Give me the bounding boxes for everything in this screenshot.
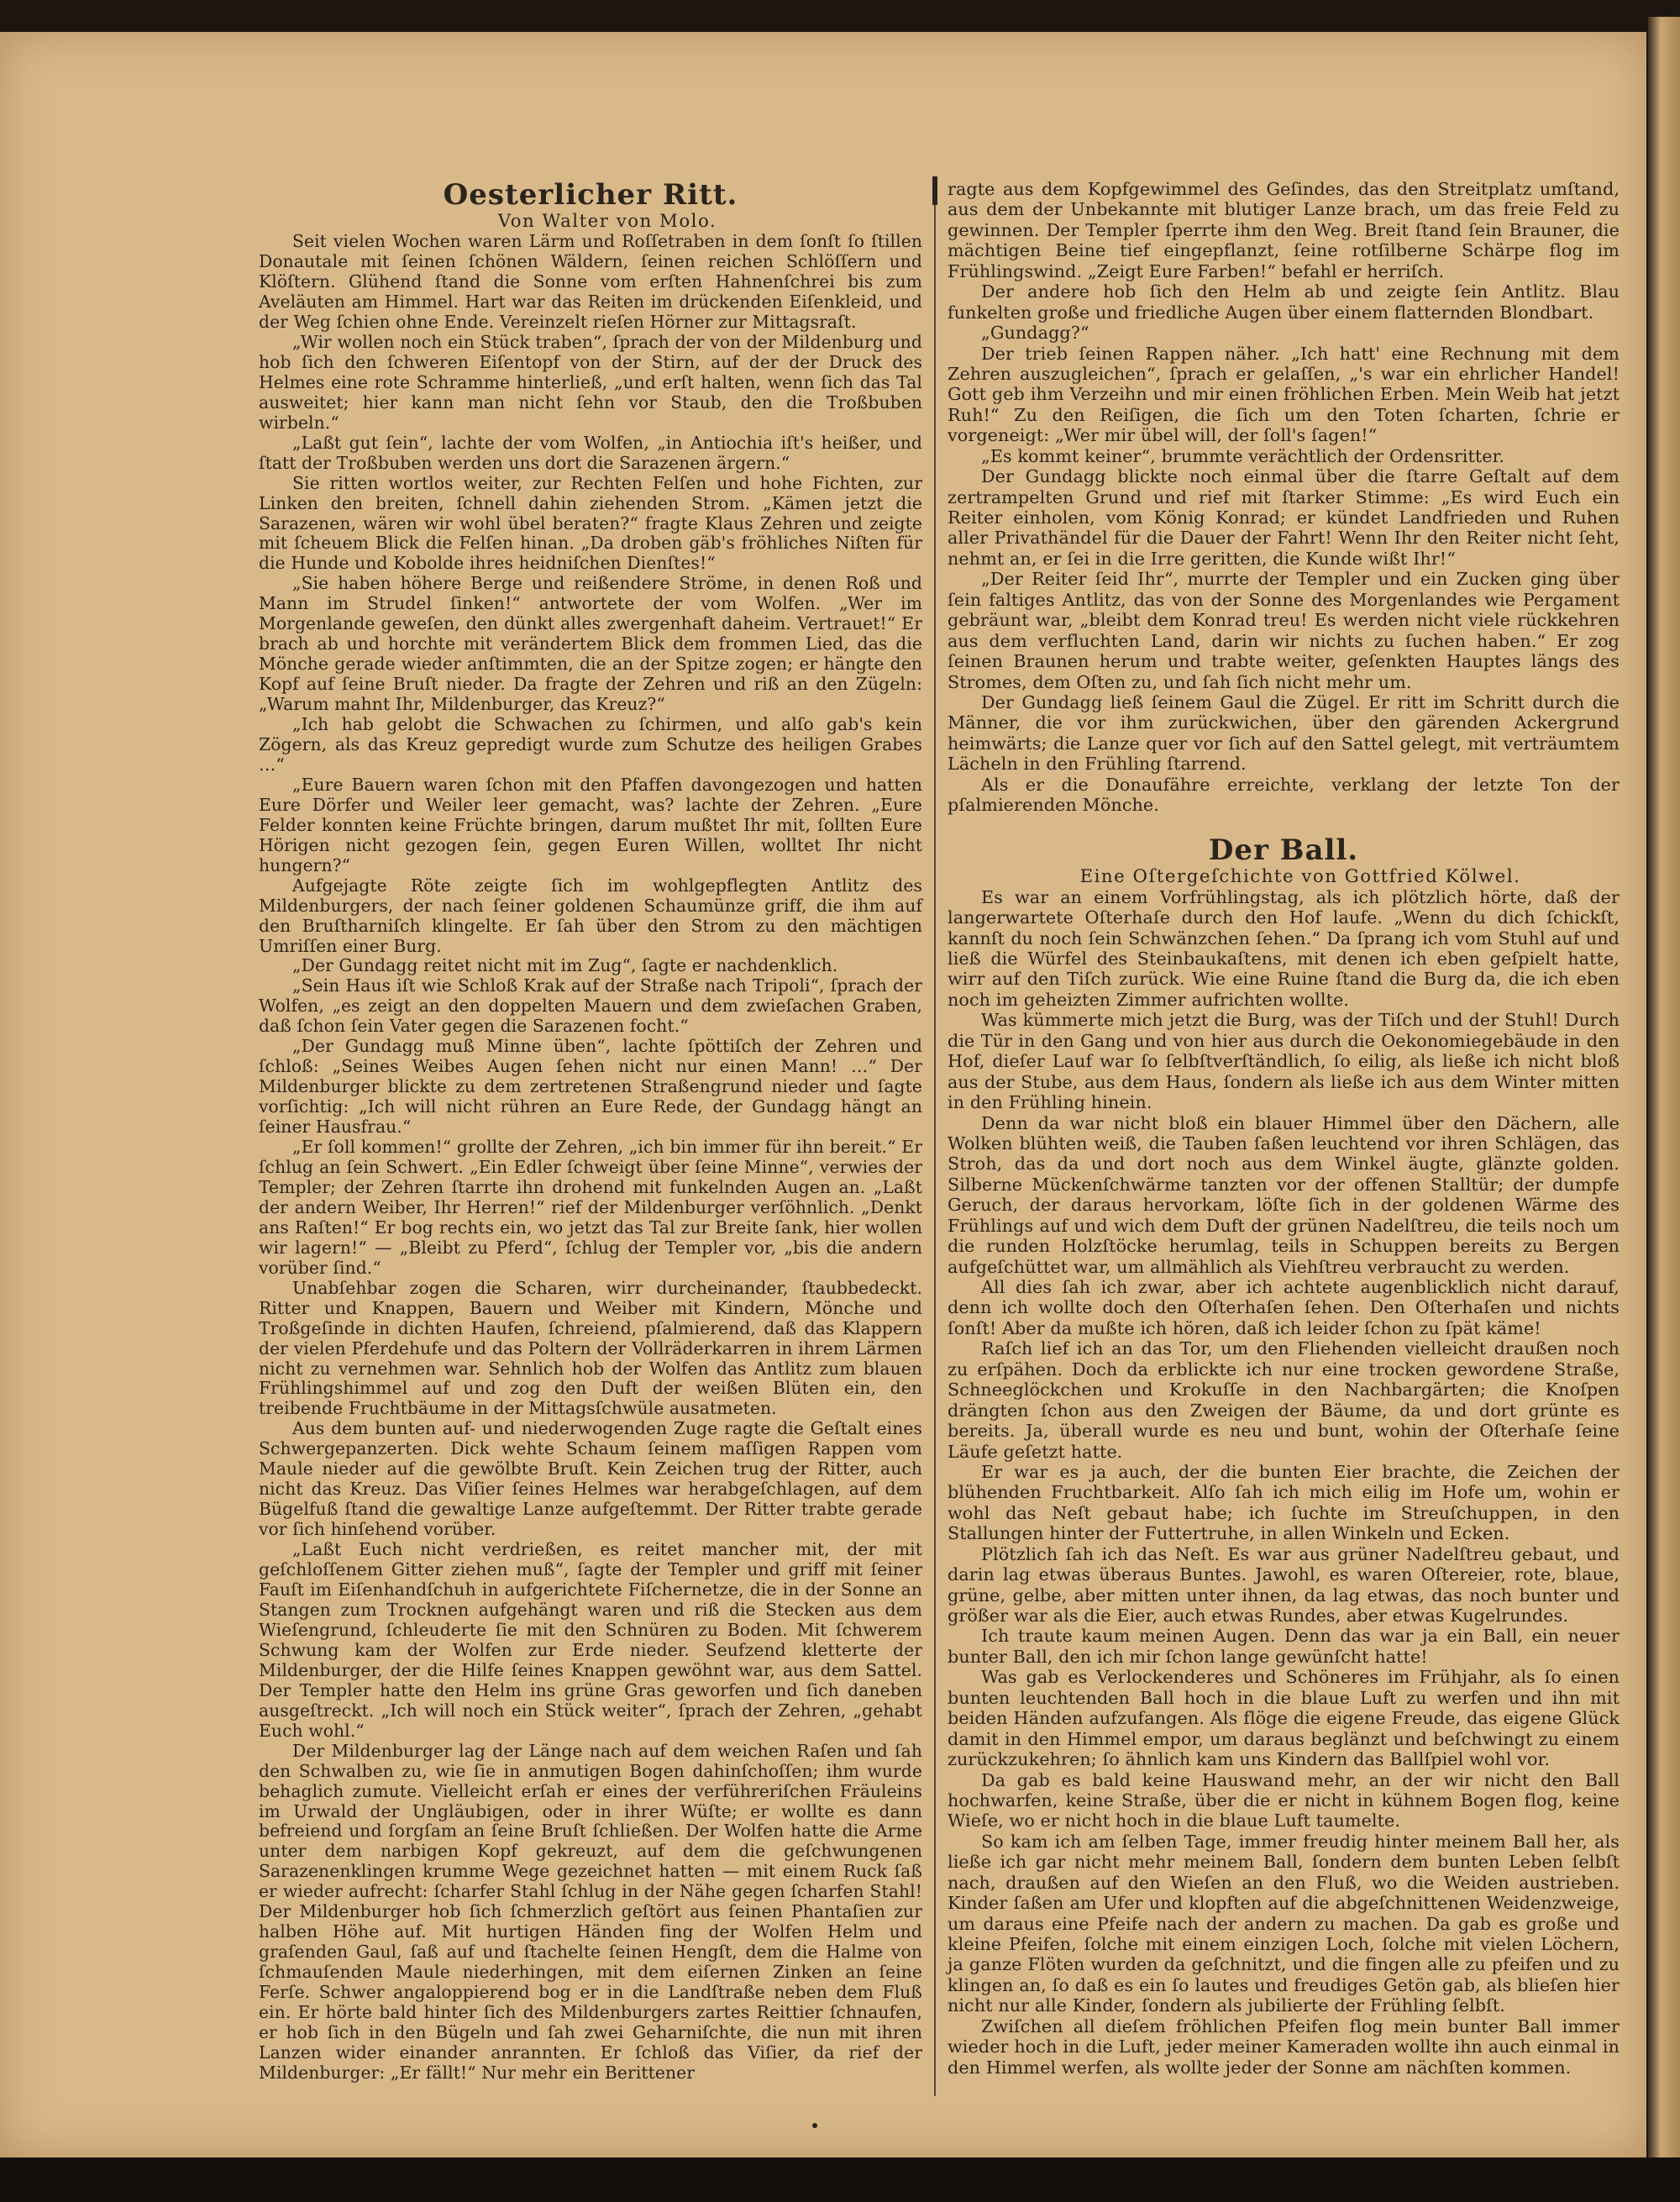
story1-continued-paragraph: Der trieb ſeinen Rappen näher. „Ich hatt' eine Rechnung mit dem Zehren auszugleichen“, ſprach er gelaſſen, „'s war ein ehrlicher Handel! Gott geb ihm Verzeihn und mir einen fröhlichen Erben. Mein Weib hat jetzt Ruh!“ Zu den Reiſigen, die ſich um den Toten ſcharten, ſchrie er vorgeneigt: „Wer mir übel will, der ſoll's ſagen!“ [948, 343, 1620, 446]
story2-paragraph: Was kümmerte mich jetzt die Burg, was der Tiſch und der Stuhl! Durch die Tür in den Gang und von hier aus durch die Oekonomiegebäude in den Hof, dieſer Lauf war ſo ſelbſtverſtändlich, ſo eilig, als ließe ich nicht bloß aus der Stube, aus dem Haus, ſondern als ließe ich aus dem Winter mitten in den Frühling hinein. [948, 1010, 1620, 1113]
story1-continued-paragraph: „Gundagg?“ [981, 323, 1089, 344]
story2-body [948, 887, 1620, 2078]
story2-paragraph: Ich traute kaum meinen Augen. Denn das war ja ein Ball, ein neuer bunter Ball, den ich mir ſchon lange gewünſcht hatte! [948, 1626, 1620, 1667]
story1-paragraph: Aufgejagte Röte zeigte ſich im wohlgepflegten Antlitz des Mildenburgers, der nach ſeiner goldenen Schaumünze griff, die ihm auf den Bruſtharniſch klingelte. Er ſah über den Strom zu den mächtigen Umriſſen einer Burg. [259, 875, 922, 956]
story1-paragraph: „Ich hab gelobt die Schwachen zu ſchirmen, und alſo gab's kein Zögern, als das Kreuz gepredigt wurde zum Schutze des heiligen Grabes …“ [259, 714, 922, 775]
story1-continued-paragraph: Der Gundagg ließ ſeinem Gaul die Zügel. Er ritt im Schritt durch die Männer, die vor ihm zurückwichen, über den gärenden Ackergrund heimwärts; die Lanze quer vor ſich auf den Sattel gelegt, mit verträumtem Lächeln in den Frühling ſtarrend. [948, 691, 1620, 775]
story1-continued-paragraph: „Es kommt keiner“, brummte verächtlich der Ordensritter. [981, 445, 1505, 466]
story2-paragraph: Zwiſchen all dieſem fröhlichen Pfeifen flog mein bunter Ball immer wieder hoch in die Luft, jeder meiner Kameraden wollte ihn auch einmal in den Himmel werfen, als wollte jeder der Sonne am nächſten kommen. [948, 2015, 1620, 2078]
column-divider [934, 176, 936, 2096]
story2-paragraph: Es war an einem Vorfrühlingstag, als ich plötzlich hörte, daß der langerwartete Oſterhaſe durch den Hof laufe. „Wenn du dich ſchickſt, kannſt du noch ſein Schwänzchen ſehen.“ Da ſprang ich vom Stuhl auf und ließ die Würfel des Steinbaukaſtens, mit denen ich eben geſpielt hatte, wirr auf den Tiſch zurück. Wie eine Ruine ſtand die Burg da, die ich eben noch im geheizten Zimmer aufrichten wollte. [948, 886, 1620, 1010]
story1-paragraph: Der Mildenburger lag der Länge nach auf dem weichen Raſen und ſah den Schwalben zu, wie ſie in anmutigen Bogen dahinſchoſſen; ihm wurde behaglich zumute. Vielleicht erſah er eines der verführeriſchen Fräuleins im Urwald der Ungläubigen, oder in ihrer Wüſte; er wollte es dann befreiend und ſorgſam an ſeine Bruſt ſchließen. Der Wolfen hatte die Arme unter dem narbigen Kopf gekreuzt, auf dem die geſchwungenen Sarazenenklingen krumme Wege gezeichnet hatten — mit einem Ruck ſaß er wieder aufrecht: ſcharfer Stahl ſchlug in der Nähe gegen ſcharfen Stahl! Der Mildenburger hob ſich ſchmerzlich geſtört aus ſeinen Phantaſien zur halben Höhe auf. Mit hurtigen Händen fing der Wolfen Helm und graſenden Gaul, ſaß auf und ſtachelte ſeinen Hengſt, dem die Halme von ſchmauſenden Maule niederhingen, mit dem eiſernen Zinken an ſeine Ferſe. Schwer angaloppierend bog er in die Landſtraße neben dem Fluß ein. Er hörte bald hinter ſich des Mildenburgers zartes Reittier ſchnaufen, er hob ſich in den Bügeln und ſah zwei Geharniſchte, die nun mit ihren Lanzen wider einander anrannten. Er ſchloß das Viſier, da rief der Mildenburger: „Er fällt!“ Nur mehr ein Berittener [259, 1740, 922, 2083]
story1-paragraph: Aus dem bunten auf- und niederwogenden Zuge ragte die Geſtalt eines Schwergepanzerten. Dick wehte Schaum ſeinem maſſigen Rappen vom Maule nieder auf die gewölbte Bruſt. Kein Zeichen trug der Ritter, auch nicht das Kreuz. Das Viſier ſeines Helmes war herabgeſchlagen, auf dem Bügelfuß ſtand die gewaltige Lanze aufgeſtemmt. Der Ritter trabte gerade vor ſich hinſehend vorüber. [259, 1418, 922, 1540]
story1-continued-paragraph: ragte aus dem Kopfgewimmel des Geſindes, das den Streitplatz umſtand, aus dem der Unbekannte mit blutiger Lanze brach, um das freie Feld zu gewinnen. Der Templer ſperrte ihm den Weg. Breit ſtand ſein Brauner, die mächtigen Beine tief eingepflanzt, ſeine rotſilberne Schärpe flog im Frühlingswind. „Zeigt Eure Farben!“ befahl er herriſch. [948, 179, 1620, 281]
story2-paragraph: So kam ich am ſelben Tage, immer freudig hinter meinem Ball her, als ließe ich gar nicht mehr meinem Ball, ſondern dem bunten Leben ſelbſt nach, draußen auf den Wieſen an den Fluß, wo die Weiden austrieben. Kinder ſaßen am Ufer und klopften auf die abgeſchnittenen Weidenzweige, um daraus eine Pfeife nach der andern zu machen. Da gab es große und kleine Pfeifen, ſolche mit einem einzigen Loch, ſolche mit vielen Löchern, ja ganze Flöten wurden da geſchnitzt, und die fingen alle zu pfeifen und zu klingen an, ſo daß es ein ſo lautes und freudiges Getön gab, als blieſen hier nicht nur alle Kinder, ſondern als jubilierte der Frühling ſelbſt. [948, 1831, 1620, 2016]
story1-title: Oesterlicher Ritt. [443, 178, 738, 212]
story1-paragraph: „Wir wollen noch ein Stück traben“, ſprach der von der Mildenburg und hob ſich den ſchweren Eiſentopf von der Stirn, auf der der Druck des Helmes eine rote Schramme hinterließ, „und erſt halten, wenn ſich das Tal ausweitet; hier kann man nicht ſehn vor Staub, den die Troßbuben wirbeln.“ [259, 331, 922, 433]
story1-continued-paragraph: Als er die Donaufähre erreichte, verklang der letzte Ton der pſalmierenden Mönche. [948, 774, 1620, 816]
story2-title: Der Ball. [1208, 833, 1359, 867]
story2-paragraph: All dies ſah ich zwar, aber ich achtete augenblicklich nicht darauf, denn ich wollte doch den Oſterhaſen ſehen. Den Oſterhaſen und nichts ſonſt! Aber da mußte ich hören, daß ich leider ſchon zu ſpät käme! [948, 1277, 1620, 1338]
left-column [259, 179, 922, 2084]
story1-continuation [948, 179, 1620, 816]
story2-header [948, 834, 1620, 887]
story2-paragraph: Denn da war nicht bloß ein blauer Himmel über den Dächern, alle Wolken blühten weiß, die Tauben ſaßen leuchtend vor ihren Schlägen, das Stroh, das da und dort noch aus dem Winkel äugte, glänzte golden. Silberne Mückenſchwärme tanzten vor der offenen Stalltür; der dumpfe Geruch, der daraus hervorkam, löſte ſich in der goldenen Wärme des Frühlings auf und wich dem Duft der grünen Nadelſtreu, die teils noch um die runden Holzſtöcke herumlag, teils in Schuppen bereits zu Bergen aufgeſchüttet war, um allmählich als Viehſtreu verbraucht zu werden. [948, 1112, 1620, 1277]
divider-mark [932, 176, 937, 205]
newspaper-page [0, 32, 1646, 2157]
story2-paragraph: Was gab es Verlockenderes und Schöneres im Frühjahr, als ſo einen bunten leuchtenden Ball hoch in die blaue Luft zu werfen und ihn mit beiden Händen aufzufangen. Als flöge die eigene Freude, das eigene Glück damit in den Himmel empor, um daraus beglänzt und beſchwingt zu einem zurückzukehren; ſo ähnlich kam uns Kindern das Ballſpiel wohl vor. [948, 1667, 1620, 1770]
page-ornament [812, 2123, 817, 2128]
story1-paragraph: „Laßt Euch nicht verdrießen, es reitet mancher mit, der mit geſchloſſenem Gitter ziehen muß“, ſagte der Templer und griff mit ſeiner Fauſt im Eiſenhandſchuh in aufgerichtete Fiſchernetze, die in der Sonne an Stangen zum Trocknen aufgehängt waren und riß die Stecken aus dem Wieſengrund, ſchleuderte ſie mit den Schnüren zu Boden. Mit ſchwerem Schwung kam der Wolfen zur Erde nieder. Seufzend kletterte der Mildenburger, der die Hilfe ſeines Knappen gewöhnt war, aus dem Sattel. Der Templer hatte den Helm ins grüne Gras geworfen und ſich daneben ausgeſtreckt. „Ich will noch ein Stück weiter“, ſprach der Zehren, „gehabt Euch wohl.“ [259, 1539, 922, 1741]
story1-paragraph: „Der Gundagg muß Minne üben“, lachte ſpöttiſch der Zehren und ſchloß: „Seines Weibes Augen ſehen nicht nur einen Mann! …“ Der Mildenburger blickte zu dem zertretenen Straßengrund nieder und ſagte vorſichtig: „Ich will nicht rühren an Eure Rede, der Gundagg hängt an ſeiner Hausfrau.“ [259, 1036, 922, 1138]
right-column [948, 179, 1620, 2078]
story1-byline: Von Walter von Molo. [497, 211, 717, 232]
story1-continued-paragraph: Der Gundagg blickte noch einmal über die ſtarre Geſtalt auf dem zertrampelten Grund und rief mit ſtarker Stimme: „Es wird Euch ein Reiter einholen, vom König Konrad; er kündet Landfrieden und Ruhen aller Privathändel für die Dauer der Fahrt! Wenn Ihr den Reiter nicht ſeht, nehmt an, er ſei in die Irre geritten, die Kunde wißt Ihr!“ [948, 466, 1620, 569]
story1-paragraph: Unabſehbar zogen die Scharen, wirr durcheinander, ſtaubbedeckt. Ritter und Knappen, Bauern und Weiber mit Kindern, Mönche und Troßgeſinde in dichten Haufen, ſchreiend, pſalmierend, daß das Klappern der vielen Pferdehufe und das Poltern der Vollräderkarren in ihrem Lärmen nicht zu vernehmen war. Sehnlich hob der Wolfen das Antlitz zum blauen Frühlingshimmel auf und zog den Duft der weißen Blüten ein, den treibende Fruchtbäume in der Mittagsſchwüle ausatmeten. [259, 1277, 922, 1419]
story1-paragraph: Seit vielen Wochen waren Lärm und Roſſetraben in dem ſonſt ſo ſtillen Donautale mit ſeinen ſchönen Wäldern, ſeinen reichen Schlöſſern und Klöſtern. Glühend ſtand die Sonne vom erſten Hahnenſchrei bis zum Aveläuten am Himmel. Hart war das Reiten im drückenden Eiſenkleid, und der Weg ſchien ohne Ende. Vereinzelt rieſen Hörner zur Mittagsraſt. [259, 231, 922, 332]
story2-paragraph: Raſch lief ich an das Tor, um den Fliehenden vielleicht draußen noch zu erſpähen. Doch da erblickte ich nur eine trocken gewordene Straße, Schneeglöckchen und Krokuſſe in den Nachbargärten; die Knoſpen drängten ſchon aus den Zweigen der Bäume, da und dort grünte es bereits. Ja, überall wurde es neu und bunt, wohin der Oſterhaſe ſeine Läufe geſetzt hatte. [948, 1338, 1620, 1462]
story2-paragraph: Plötzlich ſah ich das Neſt. Es war aus grüner Nadelſtreu gebaut, und darin lag etwas überaus Buntes. Jawohl, es waren Oſtereier, rote, blaue, grüne, gelbe, aber mitten unter ihnen, da lag etwas, das noch bunter und größer war als die Eier, auch etwas Rundes, aber etwas Kugelrundes. [948, 1543, 1620, 1627]
scan-bottom-border [0, 2157, 1680, 2202]
story1-continued-paragraph: „Der Reiter ſeid Ihr“, murrte der Templer und ein Zucken ging über ſein faltiges Antlitz, das von der Sonne des Morgenlandes wie Pergament gebräunt war, „bleibt dem Konrad treu! Es werden nicht viele rückkehren aus dem verfluchten Land, darin wir nichts zu ſuchen haben.“ Er zog ſeinen Braunen herum und trabte weiter, geſenkten Hauptes längs des Stromes, dem Oſten zu, und ſah ſich nicht mehr um. [948, 569, 1620, 692]
story1-paragraph: „Laßt gut ſein“, lachte der vom Wolfen, „in Antiochia iſt's heißer, und ſtatt der Troßbuben werden uns dort die Sarazenen ärgern.“ [259, 432, 922, 473]
story1-body [259, 232, 922, 2084]
story2-paragraph: Da gab es bald keine Hauswand mehr, an der wir nicht den Ball hochwarfen, keine Straße, über die er nicht in kühnem Bogen flog, keine Wieſe, wo er nicht hoch in die blaue Luft taumelte. [948, 1769, 1620, 1831]
story1-paragraph: „Eure Bauern waren ſchon mit den Pfaffen davongezogen und hatten Eure Dörfer und Weiler leer gemacht, was? lachte der Zehren. „Eure Felder konnten keine Früchte bringen, darum mußtet Ihr mit, ſollten Eure Hörigen nicht gezogen ſein, gegen Euren Willen, wolltet Ihr nicht hungern?“ [259, 774, 922, 875]
adjacent-page-edge [1648, 17, 1680, 2168]
story1-continued-paragraph: Der andere hob ſich den Helm ab und zeigte ſein Antlitz. Blau funkelten große und friedliche Augen über einem flatternden Blondbart. [948, 281, 1620, 323]
story1-paragraph: „Sie haben höhere Berge und reißendere Ströme, in denen Roß und Mann im Strudel ſinken!“ antwortete der vom Wolfen. „Wer im Morgenlande geweſen, den dünkt alles zwergenhaft daheim. Vertrauet!“ Er brach ab und horchte mit verändertem Blick dem frommen Lied, das die Mönche gerade wieder anſtimmten, die an der Spitze zogen; er hängte den Kopf auf ſeine Bruſt nieder. Da fragte der Zehren und riß an den Zügeln: „Warum mahnt Ihr, Mildenburger, das Kreuz?“ [259, 573, 922, 715]
story1-paragraph: „Er ſoll kommen!“ grollte der Zehren, „ich bin immer für ihn bereit.“ Er ſchlug an ſein Schwert. „Ein Edler ſchweigt über ſeine Minne“, verwies der Templer; der Zehren ſtarrte ihn drohend mit funkelnden Augen an. „Laßt der andern Weiber, Ihr Herren!“ rief der Mildenburger verſöhnlich. „Denkt ans Raſten!“ Er bog rechts ein, wo jetzt das Tal zur Breite ſank, hier wollen wir lagern!“ — „Bleibt zu Pferd“, ſchlug der Templer vor, „bis die andern vorüber ſind.“ [259, 1137, 922, 1278]
story2-paragraph: Er war es ja auch, der die bunten Eier brachte, die Zeichen der blühenden Fruchtbarkeit. Alſo ſah ich mich eilig im Hofe um, wohin er wohl das Neſt gebaut habe; ich ſuchte im Streuſchuppen, in den Stallungen hinter der Futtertruhe, in allen Winkeln und Ecken. [948, 1461, 1620, 1544]
story1-paragraph: Sie ritten wortlos weiter, zur Rechten Felſen und hohe Fichten, zur Linken den breiten, ſchnell dahin ziehenden Strom. „Kämen jetzt die Sarazenen, wären wir wohl übel beraten?“ fragte Klaus Zehren und zeigte mit ſcheuem Blick die Felſen hinan. „Da droben gäb's fröhliches Niſten für die Hunde und Kobolde ihres heidniſchen Dienſtes!“ [259, 472, 922, 574]
story1-paragraph: „Der Gundagg reitet nicht mit im Zug“, ſagte er nachdenklich. [292, 955, 838, 976]
story2-byline: Eine Oſtergeſchichte von Gottfried Kölwel. [1079, 865, 1521, 887]
story1-paragraph: „Sein Haus iſt wie Schloß Krak auf der Straße nach Tripoli“, ſprach der Wolfen, „es zeigt an den doppelten Mauern und dem zwieſachen Graben, daß ſchon ſein Vater gegen die Sarazenen focht.“ [259, 975, 922, 1037]
